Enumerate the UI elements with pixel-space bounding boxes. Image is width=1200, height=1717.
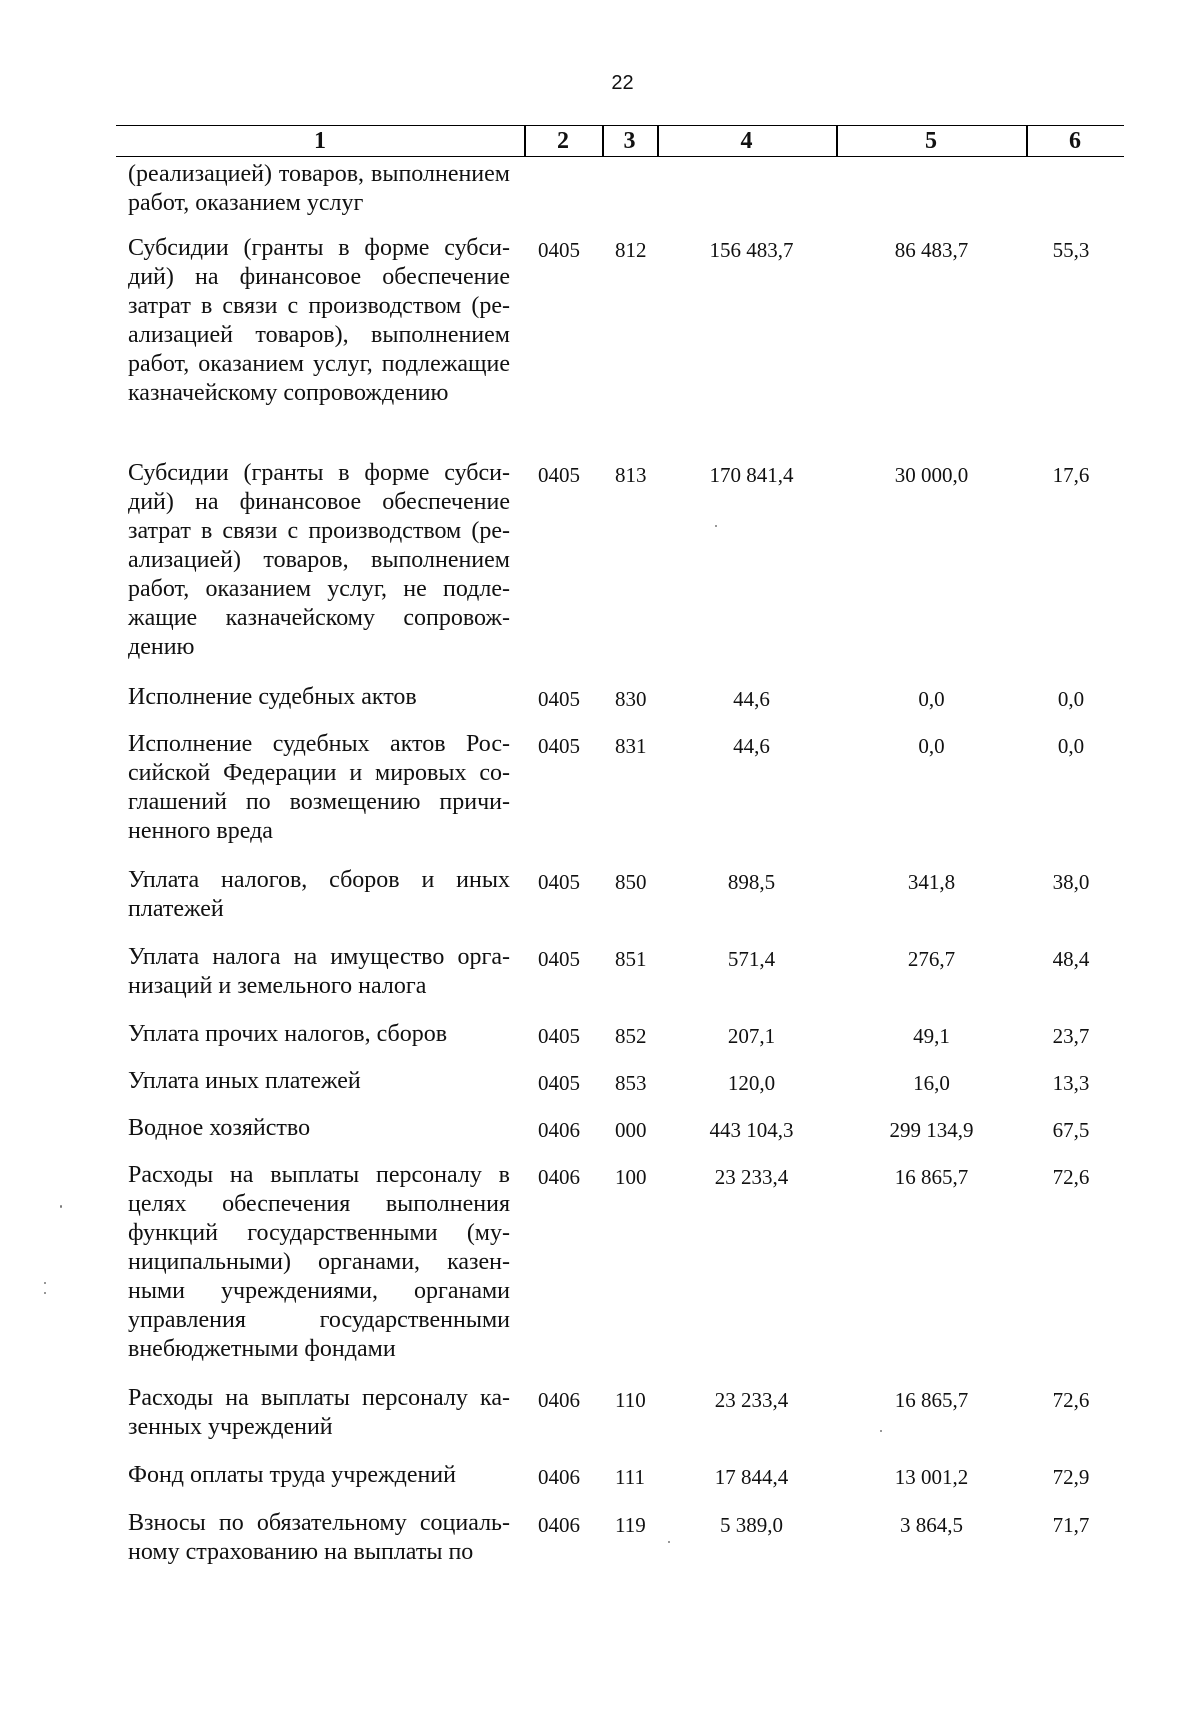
col-6-value: 72,9: [1052, 1465, 1090, 1489]
section-code: 0405: [538, 1071, 580, 1095]
section-code: 0406: [538, 1165, 580, 1189]
scan-speck: [44, 1292, 46, 1294]
col-5-value: 13 001,2: [894, 1465, 969, 1489]
page-number: 22: [611, 72, 634, 94]
expense-type-code: 111: [615, 1465, 645, 1489]
header-col-3: 3: [623, 128, 636, 154]
header-col-6: 6: [1069, 128, 1081, 154]
col-6-value: 17,6: [1052, 463, 1090, 487]
col-4-value: 44,6: [733, 687, 770, 711]
col-5-value: 299 134,9: [889, 1118, 974, 1142]
col-5-value: 3 864,5: [900, 1513, 963, 1537]
col-6-value: 23,7: [1052, 1024, 1090, 1048]
expense-type-code: 830: [615, 687, 647, 711]
col-4-value: 17 844,4: [714, 1465, 789, 1489]
col-4-value: 23 233,4: [714, 1165, 789, 1189]
col-5-value: 30 000,0: [894, 463, 969, 487]
section-code: 0406: [538, 1465, 580, 1489]
col-5-value: 49,1: [913, 1024, 950, 1048]
row-description: Уплата налогов, сборов и иных платежей: [128, 867, 510, 922]
col-4-value: 170 841,4: [709, 463, 794, 487]
section-code: 0405: [538, 734, 580, 758]
col-5-value: 0,0: [918, 734, 945, 758]
section-code: 0405: [538, 947, 580, 971]
col-6-value: 0,0: [1057, 687, 1085, 711]
col-4-value: 898,5: [727, 870, 776, 894]
row-description: Уплата налога на имущество организаций и земельного налога: [128, 944, 510, 999]
col-5-value: 16 865,7: [894, 1165, 969, 1189]
col-5-value: 276,7: [907, 947, 956, 971]
col-4-value: 207,1: [727, 1024, 776, 1048]
expense-type-code: 812: [615, 238, 647, 262]
scan-speck: [880, 1430, 882, 1432]
col-6-value: 48,4: [1052, 947, 1090, 971]
row-description: Расходы на выплаты персоналу в целях обеспечения выполнения функций государственными (муниципальными) органами, казенными учреждениями, органами управления государственными внебюджетными фондами: [128, 1162, 510, 1362]
col-6-value: 71,7: [1052, 1513, 1090, 1537]
row-description: Расходы на выплаты персоналу казенных учреждений: [128, 1385, 510, 1440]
row-description: Уплата прочих налогов, сборов: [128, 1021, 448, 1047]
section-code: 0405: [538, 687, 580, 711]
expense-type-code: 850: [615, 870, 647, 894]
scan-speck: [60, 1205, 62, 1208]
scan-speck: [668, 1541, 670, 1543]
col-4-value: 120,0: [727, 1071, 776, 1095]
col-5-value: 0,0: [918, 687, 945, 711]
header-col-1: 1: [314, 128, 326, 154]
col-5-value: 86 483,7: [894, 238, 969, 262]
row-description: Исполнение судебных актов Российской Федерации и мировых соглашений по возмещению причиненного вреда: [128, 731, 510, 844]
section-code: 0405: [538, 1024, 580, 1048]
col-4-value: 23 233,4: [714, 1388, 789, 1412]
expense-type-code: 813: [615, 463, 647, 487]
row-description: (реализацией) товаров, выполнением работ, оказанием услуг: [128, 161, 510, 216]
row-description: Взносы по обязательному социальному страхованию на выплаты по: [128, 1510, 510, 1565]
section-code: 0405: [538, 870, 580, 894]
col-5-value: 16,0: [913, 1071, 950, 1095]
header-col-5: 5: [925, 128, 937, 154]
row-description: Водное хозяйство: [128, 1115, 311, 1141]
section-code: 0406: [538, 1388, 580, 1412]
header-col-2: 2: [557, 128, 569, 154]
section-code: 0405: [538, 238, 580, 262]
scan-speck: [715, 525, 717, 527]
col-4-value: 5 389,0: [720, 1513, 783, 1537]
col-6-value: 13,3: [1052, 1071, 1090, 1095]
expense-type-code: 851: [615, 947, 647, 971]
col-4-value: 156 483,7: [709, 238, 794, 262]
section-code: 0405: [538, 463, 580, 487]
expense-type-code: 853: [615, 1071, 647, 1095]
row-description: Фонд оплаты труда учреждений: [128, 1462, 456, 1488]
col-6-value: 72,6: [1052, 1388, 1090, 1412]
section-code: 0406: [538, 1513, 580, 1537]
table-header: [116, 125, 1124, 157]
col-4-value: 443 104,3: [709, 1118, 794, 1142]
expense-type-code: 852: [615, 1024, 647, 1048]
scan-speck: [44, 1282, 46, 1284]
col-4-value: 44,6: [733, 734, 770, 758]
row-description: Исполнение судебных актов: [128, 684, 417, 710]
expense-type-code: 119: [615, 1513, 646, 1537]
expense-type-code: 100: [615, 1165, 647, 1189]
row-description: Уплата иных платежей: [128, 1068, 361, 1094]
section-code: 0406: [538, 1118, 580, 1142]
col-6-value: 0,0: [1057, 734, 1085, 758]
col-6-value: 55,3: [1052, 238, 1090, 262]
col-6-value: 38,0: [1052, 870, 1090, 894]
row-description: Субсидии (гранты в форме субсидий) на финансовое обеспечение затрат в связи с производством (реализацией) товаров, выполнением работ, оказанием услуг, не подлежащие казначейскому сопровождению: [128, 460, 510, 660]
expense-type-code: 831: [615, 734, 647, 758]
row-description: Субсидии (гранты в форме субсидий) на финансовое обеспечение затрат в связи с производством (реализацией товаров), выполнением работ, оказанием услуг, подлежащие казначейскому сопровождению: [128, 235, 510, 406]
col-5-value: 16 865,7: [894, 1388, 969, 1412]
col-6-value: 72,6: [1052, 1165, 1090, 1189]
col-4-value: 571,4: [727, 947, 776, 971]
col-5-value: 341,8: [907, 870, 956, 894]
expense-type-code: 000: [615, 1118, 647, 1142]
header-col-4: 4: [740, 128, 753, 154]
expense-type-code: 110: [615, 1388, 646, 1412]
col-6-value: 67,5: [1052, 1118, 1090, 1142]
